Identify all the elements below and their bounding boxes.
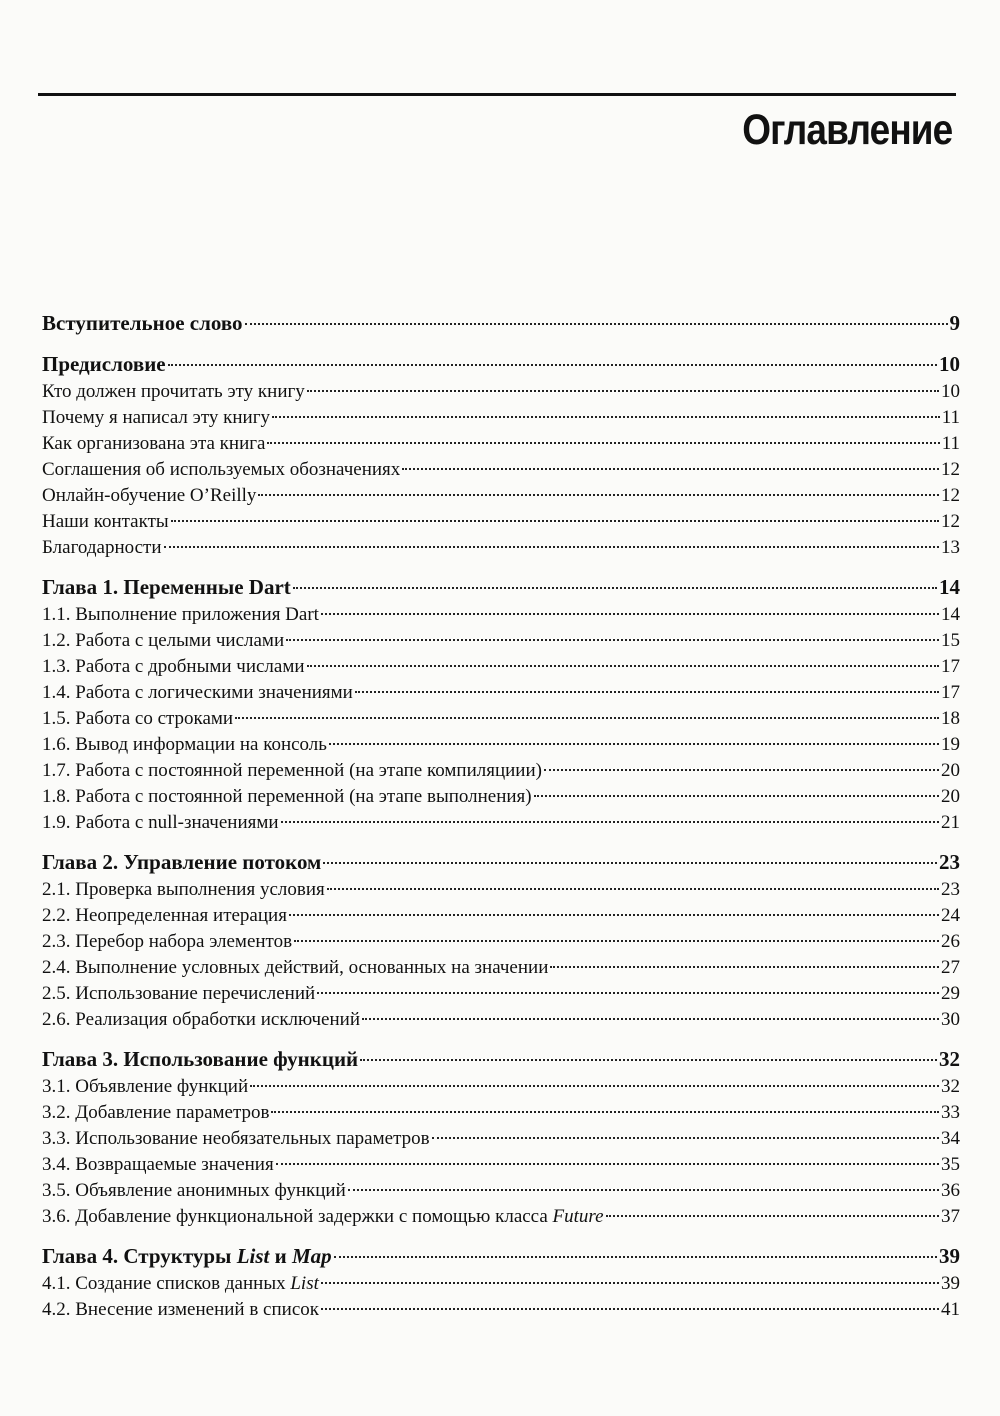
page-number: 11	[941, 407, 960, 428]
title-text: Кто должен прочитать эту книгу	[42, 381, 305, 402]
dot-leader	[258, 494, 939, 496]
dot-leader	[327, 888, 939, 890]
title-text: 1.6. Вывод информации на консоль	[42, 734, 327, 755]
entry-title	[42, 602, 319, 628]
title-text: Глава 3. Использование функций	[42, 1047, 359, 1071]
page-number: 12	[941, 485, 960, 506]
page-number: 39	[939, 1244, 960, 1268]
dot-leader	[271, 1111, 939, 1113]
dot-leader	[402, 468, 939, 470]
title-text: 3.5. Объявление анонимных функций	[42, 1180, 346, 1201]
toc-entry-row	[42, 680, 960, 706]
page-number: 23	[941, 879, 960, 900]
entry-title	[42, 483, 256, 509]
title-text: 3.1. Объявление функций	[42, 1076, 249, 1097]
dot-leader	[348, 1189, 939, 1191]
toc-section	[42, 573, 960, 836]
page-number: 20	[941, 786, 960, 807]
page-number: 37	[941, 1206, 960, 1227]
entry-title	[42, 1152, 274, 1178]
entry-title	[42, 877, 325, 903]
entry-title	[42, 628, 284, 654]
dot-leader	[329, 743, 939, 745]
page-number: 20	[941, 760, 960, 781]
entry-title	[42, 379, 305, 405]
chapter-title	[42, 1045, 358, 1074]
entry-title	[42, 955, 548, 981]
title-text: Глава 2. Управление потоком	[42, 850, 322, 874]
page-number: 26	[941, 931, 960, 952]
header-rule	[38, 93, 956, 96]
toc-chapter-row	[42, 350, 960, 379]
page-number: 30	[941, 1009, 960, 1030]
dot-leader	[606, 1215, 939, 1217]
title-mid-text: и	[274, 1244, 287, 1268]
toc-entry-row	[42, 732, 960, 758]
page-number: 33	[941, 1102, 960, 1123]
chapter-title	[42, 309, 243, 338]
entry-title	[42, 535, 162, 561]
dot-leader	[267, 442, 939, 444]
entry-title	[42, 1271, 319, 1297]
title-text: 1.5. Работа со строками	[42, 708, 234, 729]
toc-section	[42, 848, 960, 1033]
page-number: 13	[941, 537, 960, 558]
entry-title	[42, 758, 542, 784]
dot-leader	[307, 390, 939, 392]
chapter-title	[42, 1242, 332, 1271]
title-text: 3.4. Возвращаемые значения	[42, 1154, 274, 1175]
dot-leader	[307, 665, 939, 667]
entry-title	[42, 1100, 269, 1126]
toc-section	[42, 309, 960, 338]
dot-leader	[293, 587, 937, 589]
title-text: Благодарности	[42, 537, 162, 558]
title-text: 2.1. Проверка выполнения условия	[42, 879, 325, 900]
title-text: Онлайн-обучение O’Reilly	[42, 485, 257, 506]
toc-section	[42, 1045, 960, 1230]
toc-chapter-row	[42, 848, 960, 877]
title-text: Наши контакты	[42, 511, 169, 532]
entry-title	[42, 431, 265, 457]
title-text: 2.5. Использование перечислений	[42, 983, 316, 1004]
dot-leader	[245, 323, 948, 325]
page-number: 36	[941, 1180, 960, 1201]
toc-chapter-row	[42, 1045, 960, 1074]
page-number: 18	[941, 708, 960, 729]
page-number: 39	[941, 1273, 960, 1294]
entry-title	[42, 1074, 248, 1100]
title-text: 1.9. Работа с null-значениями	[42, 812, 279, 833]
dot-leader	[171, 520, 939, 522]
title-italic-text: Future	[552, 1206, 604, 1227]
page-number: 24	[941, 905, 960, 926]
title-text: 3.6. Добавление функциональной задержки с помощью класса	[42, 1206, 548, 1227]
toc-entry-row	[42, 877, 960, 903]
page-number: 9	[949, 311, 960, 335]
dot-leader	[250, 1085, 939, 1087]
toc-chapter-row	[42, 573, 960, 602]
toc-entry-row	[42, 1271, 960, 1297]
page-number: 34	[941, 1128, 960, 1149]
entry-title	[42, 903, 287, 929]
dot-leader	[321, 1308, 939, 1310]
dot-leader	[294, 940, 939, 942]
entry-title	[42, 654, 305, 680]
title-text: 2.6. Реализация обработки исключений	[42, 1009, 360, 1030]
title-text: 2.3. Перебор набора элементов	[42, 931, 293, 952]
title-italic-text: Map	[291, 1244, 332, 1268]
dot-leader	[289, 914, 939, 916]
title-text: Глава 1. Переменные Dart	[42, 575, 291, 599]
dot-leader	[334, 1256, 937, 1258]
page-number: 11	[941, 433, 960, 454]
entry-title	[42, 981, 315, 1007]
entry-title	[42, 405, 270, 431]
toc-entry-row	[42, 1297, 960, 1323]
table-of-contents	[42, 309, 960, 1335]
title-text: Глава 4. Структуры	[42, 1244, 232, 1268]
title-text: 4.1. Создание списков данных	[42, 1273, 286, 1294]
toc-chapter-row	[42, 1242, 960, 1271]
toc-entry-row	[42, 509, 960, 535]
toc-entry-row	[42, 1074, 960, 1100]
toc-entry-row	[42, 955, 960, 981]
dot-leader	[321, 613, 939, 615]
title-text: Как организована эта книга	[42, 433, 266, 454]
entry-title	[42, 1297, 319, 1323]
entry-title	[42, 929, 292, 955]
page-number: 14	[939, 575, 960, 599]
page-number: 29	[941, 983, 960, 1004]
entry-title	[42, 810, 279, 836]
toc-entry-row	[42, 405, 960, 431]
toc-entry-row	[42, 1007, 960, 1033]
page-number: 32	[939, 1047, 960, 1071]
title-text: 1.2. Работа с целыми числами	[42, 630, 285, 651]
dot-leader	[164, 546, 940, 548]
dot-leader	[235, 717, 939, 719]
title-text: Почему я написал эту книгу	[42, 407, 270, 428]
page-number: 12	[941, 459, 960, 480]
toc-entry-row	[42, 483, 960, 509]
toc-section	[42, 350, 960, 561]
title-text: 2.4. Выполнение условных действий, основанных на значении	[42, 957, 549, 978]
toc-entry-row	[42, 535, 960, 561]
chapter-title	[42, 350, 166, 379]
page-number: 17	[941, 656, 960, 677]
toc-entry-row	[42, 784, 960, 810]
page-number: 17	[941, 682, 960, 703]
page-number: 23	[939, 850, 960, 874]
toc-entry-row	[42, 628, 960, 654]
toc-entry-row	[42, 929, 960, 955]
toc-chapter-row	[42, 309, 960, 338]
title-text: Предисловие	[42, 352, 166, 376]
page-number: 32	[941, 1076, 960, 1097]
entry-title	[42, 680, 353, 706]
page-title: Оглавление	[741, 106, 952, 154]
entry-title	[42, 1126, 430, 1152]
toc-entry-row	[42, 1100, 960, 1126]
page-number: 12	[941, 511, 960, 532]
title-text: 1.3. Работа с дробными числами	[42, 656, 305, 677]
dot-leader	[362, 1018, 939, 1020]
toc-entry-row	[42, 431, 960, 457]
toc-entry-row	[42, 457, 960, 483]
dot-leader	[281, 821, 939, 823]
dot-leader	[168, 364, 937, 366]
page-number: 14	[941, 604, 960, 625]
chapter-title	[42, 848, 321, 877]
title-italic-text: List	[236, 1244, 270, 1268]
title-text: 1.1. Выполнение приложения Dart	[42, 604, 319, 625]
toc-entry-row	[42, 810, 960, 836]
dot-leader	[323, 862, 937, 864]
toc-entry-row	[42, 602, 960, 628]
entry-title	[42, 1204, 604, 1230]
toc-entry-row	[42, 981, 960, 1007]
title-text: 2.2. Неопределенная итерация	[42, 905, 287, 926]
toc-entry-row	[42, 1178, 960, 1204]
page-number: 19	[941, 734, 960, 755]
page-number: 15	[941, 630, 960, 651]
page-number: 21	[941, 812, 960, 833]
dot-leader	[360, 1059, 937, 1061]
title-text: Вступительное слово	[42, 311, 243, 335]
title-text: Соглашения об используемых обозначениях	[42, 459, 401, 480]
dot-leader	[550, 966, 939, 968]
page-number: 10	[939, 352, 960, 376]
title-text: 1.8. Работа с постоянной переменной (на этапе выполнения)	[42, 786, 532, 807]
title-text: 3.2. Добавление параметров	[42, 1102, 270, 1123]
entry-title	[42, 706, 233, 732]
toc-entry-row	[42, 379, 960, 405]
dot-leader	[272, 416, 940, 418]
title-text: 1.4. Работа с логическими значениями	[42, 682, 353, 703]
toc-entry-row	[42, 903, 960, 929]
dot-leader	[534, 795, 939, 797]
entry-title	[42, 1007, 360, 1033]
dot-leader	[286, 639, 939, 641]
page-number: 41	[941, 1299, 960, 1320]
toc-entry-row	[42, 654, 960, 680]
title-text: 1.7. Работа с постоянной переменной (на этапе компиляциии)	[42, 760, 542, 781]
toc-entry-row	[42, 758, 960, 784]
page-number: 10	[941, 381, 960, 402]
dot-leader	[276, 1163, 939, 1165]
entry-title	[42, 732, 327, 758]
title-italic-text: List	[290, 1273, 319, 1294]
title-text: 4.2. Внесение изменений в список	[42, 1299, 319, 1320]
entry-title	[42, 509, 169, 535]
entry-title	[42, 784, 532, 810]
dot-leader	[355, 691, 939, 693]
chapter-title	[42, 573, 291, 602]
page-number: 35	[941, 1154, 960, 1175]
toc-entry-row	[42, 1126, 960, 1152]
dot-leader	[317, 992, 939, 994]
dot-leader	[432, 1137, 939, 1139]
entry-title	[42, 457, 400, 483]
title-text: 3.3. Использование необязательных параметров	[42, 1128, 430, 1149]
dot-leader	[544, 769, 939, 771]
toc-entry-row	[42, 1152, 960, 1178]
toc-section	[42, 1242, 960, 1323]
dot-leader	[321, 1282, 939, 1284]
toc-entry-row	[42, 706, 960, 732]
toc-entry-row	[42, 1204, 960, 1230]
entry-title	[42, 1178, 346, 1204]
page-number: 27	[941, 957, 960, 978]
